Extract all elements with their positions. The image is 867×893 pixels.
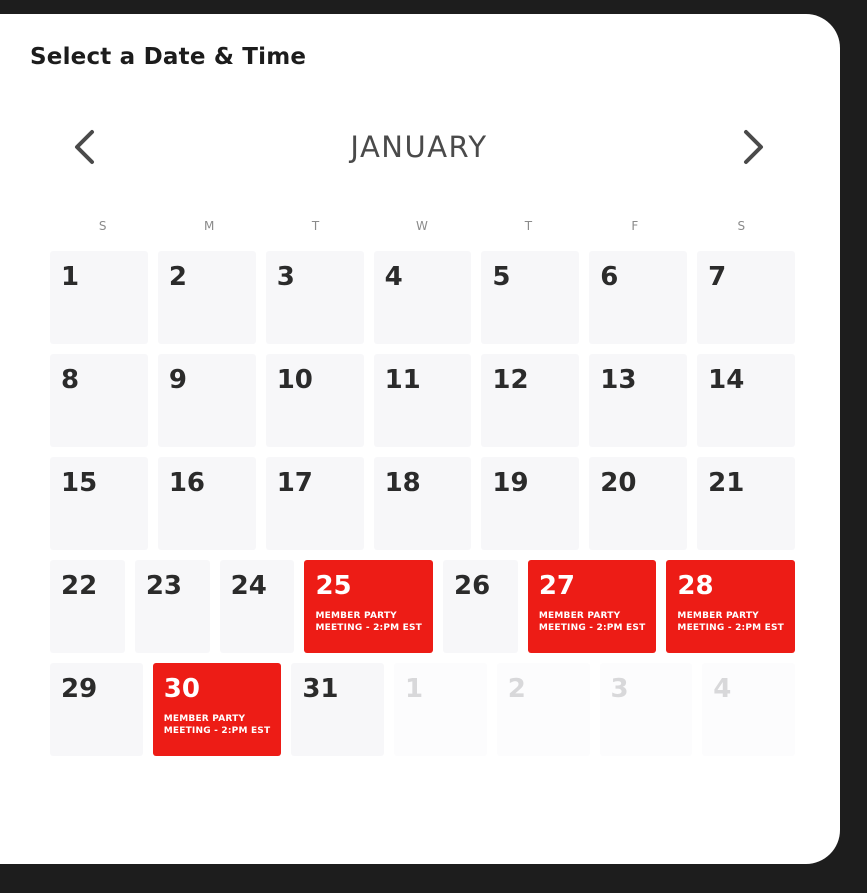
weekday-label: M <box>203 219 216 233</box>
calendar-day-number: 27 <box>538 571 576 601</box>
calendar-day-cell[interactable] <box>589 354 687 447</box>
calendar-event-line: MEETING - 2:PM EST <box>163 726 271 736</box>
weekday-label: W <box>416 219 429 233</box>
weekday-label: S <box>98 219 108 233</box>
calendar-day-cell[interactable] <box>481 251 579 344</box>
calendar-day-number: 8 <box>61 365 80 395</box>
chevron-left-icon[interactable] <box>60 123 108 171</box>
calendar-day-number: 14 <box>708 365 745 395</box>
calendar-day-number: 26 <box>454 571 491 601</box>
calendar-day-number: 1 <box>61 262 80 292</box>
calendar-day-number: 30 <box>163 674 200 704</box>
current-month-label: JANUARY <box>350 130 488 164</box>
calendar-day-number: 18 <box>384 468 421 498</box>
calendar-day-cell-event[interactable] <box>153 663 282 756</box>
calendar-day-number: 3 <box>276 262 295 292</box>
weekday-label: S <box>737 219 747 233</box>
calendar-day-number: 21 <box>708 468 745 498</box>
calendar-day-number: 4 <box>384 262 403 292</box>
calendar-day-number: 5 <box>492 262 511 292</box>
weekday-label: T <box>311 219 321 233</box>
calendar-day-cell[interactable] <box>481 354 579 447</box>
calendar-day-number: 11 <box>384 365 421 395</box>
date-time-picker-panel <box>0 14 840 864</box>
weekday-label: F <box>631 219 640 233</box>
calendar-week-row <box>50 457 795 550</box>
calendar-week-row <box>50 251 795 344</box>
calendar-day-cell <box>497 663 590 756</box>
calendar-day-cell[interactable] <box>374 251 472 344</box>
calendar-event-label <box>677 610 784 634</box>
calendar-day-cell[interactable] <box>50 663 143 756</box>
calendar-day-cell[interactable] <box>135 560 210 653</box>
calendar-day-cell[interactable] <box>374 457 472 550</box>
calendar-day-number: 22 <box>61 571 98 601</box>
calendar-grid <box>50 219 795 756</box>
calendar-day-cell[interactable] <box>50 251 148 344</box>
calendar-day-number: 4 <box>713 674 732 704</box>
weekday-header-row <box>50 219 795 233</box>
weekday-label: T <box>524 219 534 233</box>
calendar-day-number: 28 <box>677 571 714 601</box>
calendar-day-cell[interactable] <box>589 251 687 344</box>
calendar-day-cell[interactable] <box>50 354 148 447</box>
calendar-day-cell[interactable] <box>697 457 795 550</box>
calendar-weeks <box>50 251 795 756</box>
calendar-day-number: 29 <box>61 674 98 704</box>
calendar-day-number: 2 <box>507 674 526 704</box>
calendar-day-cell[interactable] <box>291 663 384 756</box>
calendar-day-cell[interactable] <box>50 457 148 550</box>
calendar-day-cell[interactable] <box>374 354 472 447</box>
calendar-day-number: 17 <box>276 468 313 498</box>
calendar-day-cell[interactable] <box>158 354 256 447</box>
calendar-day-number: 1 <box>405 674 424 704</box>
calendar-day-cell-event[interactable] <box>528 560 657 653</box>
calendar-day-number: 7 <box>708 262 727 292</box>
calendar-week-row <box>50 354 795 447</box>
calendar-day-cell[interactable] <box>50 560 125 653</box>
calendar-event-line: MEETING - 2:PM EST <box>315 623 423 633</box>
calendar-day-number: 13 <box>600 365 637 395</box>
month-navigation-header <box>60 112 778 182</box>
calendar-day-number: 19 <box>492 468 529 498</box>
calendar-day-cell-event[interactable] <box>666 560 795 653</box>
calendar-event-line: MEMBER PARTY <box>538 611 621 621</box>
calendar-day-number: 25 <box>315 571 352 601</box>
calendar-event-line: MEMBER PARTY <box>315 611 397 621</box>
calendar-day-cell[interactable] <box>697 354 795 447</box>
calendar-day-number: 31 <box>302 674 339 704</box>
calendar-day-cell <box>702 663 795 756</box>
calendar-day-cell[interactable] <box>443 560 518 653</box>
calendar-day-number: 12 <box>492 365 529 395</box>
calendar-event-line: MEMBER PARTY <box>677 611 759 621</box>
calendar-day-cell[interactable] <box>481 457 579 550</box>
calendar-day-number: 15 <box>61 468 98 498</box>
calendar-day-cell[interactable] <box>158 251 256 344</box>
calendar-day-number: 9 <box>168 365 187 395</box>
calendar-day-number: 20 <box>600 468 637 498</box>
calendar-day-cell[interactable] <box>266 354 364 447</box>
calendar-day-cell <box>600 663 693 756</box>
calendar-week-row <box>50 560 795 653</box>
calendar-day-cell[interactable] <box>589 457 687 550</box>
calendar-day-cell[interactable] <box>220 560 295 653</box>
chevron-right-icon[interactable] <box>730 123 778 171</box>
calendar-event-label <box>539 610 646 634</box>
calendar-day-number: 24 <box>230 571 267 601</box>
calendar-day-cell-event[interactable] <box>304 560 433 653</box>
calendar-event-line: MEMBER PARTY <box>163 714 246 724</box>
page-title: Select a Date & Time <box>30 44 307 70</box>
calendar-event-label <box>315 610 422 634</box>
calendar-day-number: 16 <box>168 468 206 498</box>
calendar-event-line: MEETING - 2:PM EST <box>677 623 784 633</box>
calendar-day-number: 3 <box>610 674 629 704</box>
calendar-day-number: 6 <box>600 262 619 292</box>
calendar-day-cell[interactable] <box>266 251 364 344</box>
calendar-day-number: 10 <box>276 365 313 395</box>
calendar-day-cell <box>394 663 487 756</box>
calendar-day-number: 2 <box>168 262 187 292</box>
calendar-event-line: MEETING - 2:PM EST <box>538 623 646 633</box>
calendar-event-label <box>164 713 271 737</box>
calendar-day-number: 23 <box>145 571 182 601</box>
calendar-week-row <box>50 663 795 756</box>
calendar-day-cell[interactable] <box>266 457 364 550</box>
calendar-day-cell[interactable] <box>158 457 256 550</box>
calendar-day-cell[interactable] <box>697 251 795 344</box>
